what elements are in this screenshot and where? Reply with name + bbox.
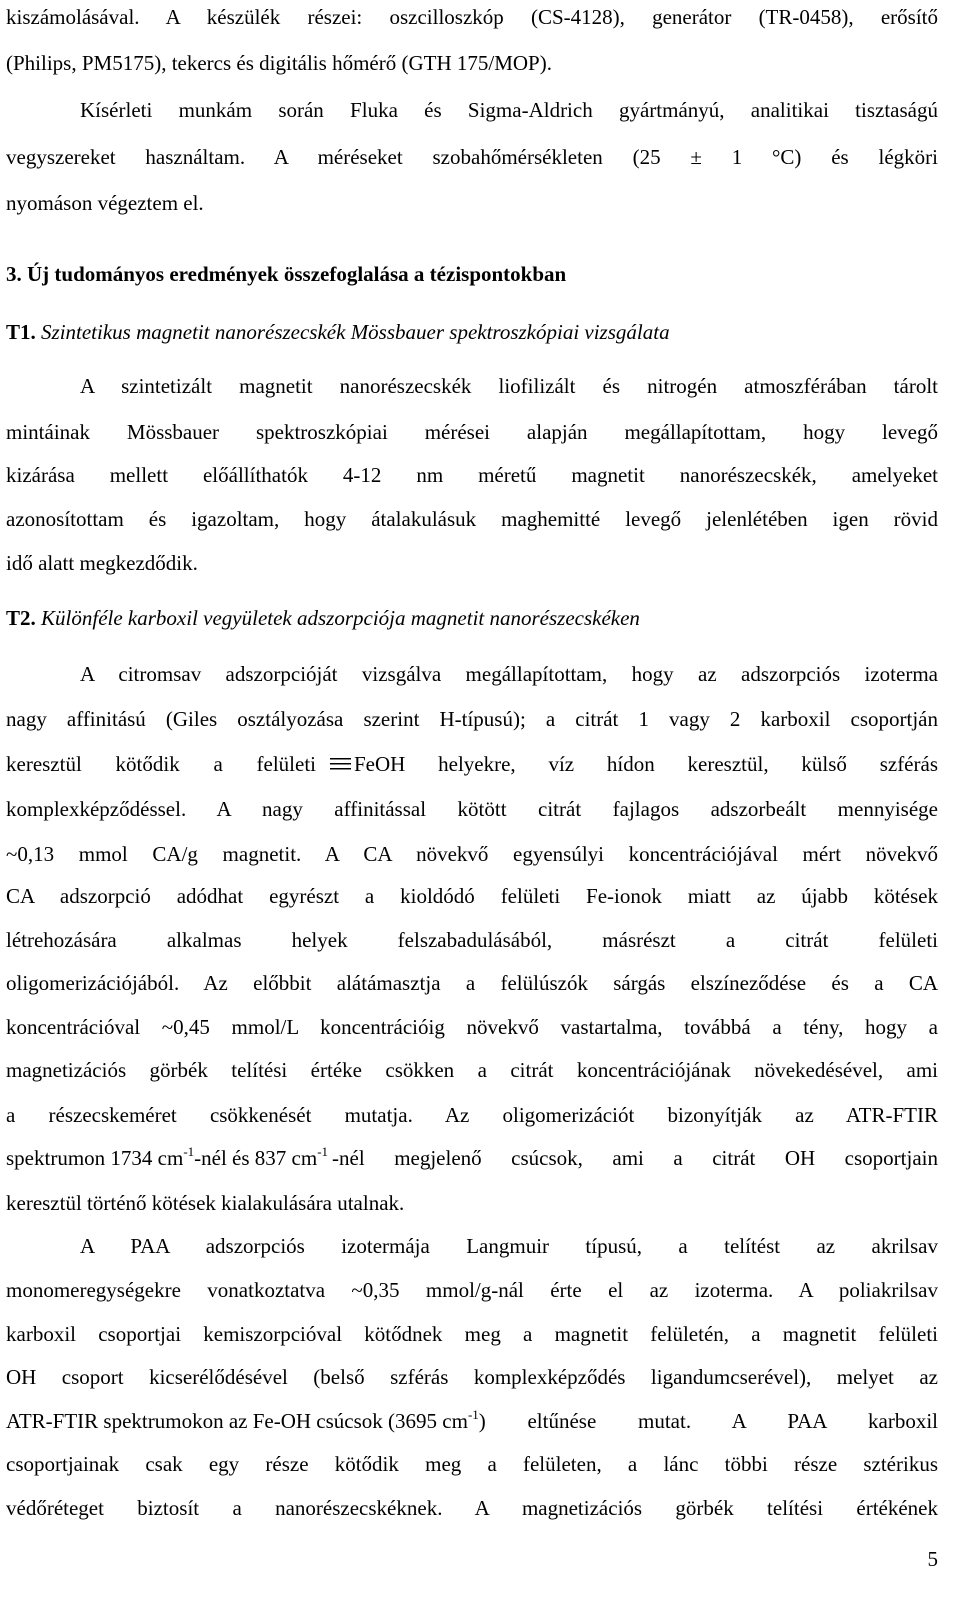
t2-p2-line-2: monomeregységekre vonatkoztatva ~0,35 mmol/g-nál érte el az izoterma. A poliakrilsav <box>6 1278 938 1302</box>
t2-p1-line-2: nagy affinitású (Giles osztályozása szerint H-típusú); a citrát 1 vagy 2 karboxil csoportján <box>6 707 938 731</box>
triple-bond-symbol <box>330 758 351 770</box>
t2-p1-line-6: CA adszorpció adódhat egyrészt a kioldódó felületi Fe-ionok miatt az újabb kötések <box>6 884 938 908</box>
t2-p1-line-5: ~0,13 mmol CA/g magnetit. A CA növekvő egyensúlyi koncentrációjával mért növekvő <box>6 842 938 866</box>
t2-p1-line-9: koncentrációval ~0,45 mmol/L koncentrációig növekvő vastartalma, továbbá a tény, hogy a <box>6 1015 938 1039</box>
thesis-2-heading <box>6 602 938 634</box>
t2-p1-line-13: keresztül történő kötések kialakulására utalnak. <box>6 1191 405 1215</box>
t1-line-3: kizárása mellett előállíthatók 4-12 nm méretű magnetit nanorészecskék, amelyeket <box>6 463 938 487</box>
intro-line-3: Kísérleti munkám során Fluka és Sigma-Aldrich gyártmányú, analitikai tisztaságú <box>80 98 938 122</box>
t2-p1-line-12-a <box>6 1142 328 1174</box>
intro-line-2: (Philips, PM5175), tekercs és digitális hőmérő (GTH 175/MOP). <box>6 51 552 75</box>
t2-p1-line-8: oligomerizációjából. Az előbbit alátámasztja a felülúszók sárgás elszíneződése és a CA <box>6 971 938 995</box>
t2-p1-line-11: a részecskeméret csökkenését mutatja. Az oligomerizációt bizonyítják az ATR-FTIR <box>6 1103 938 1127</box>
t1-line-5: idő alatt megkezdődik. <box>6 551 198 575</box>
intro-line-5: nyomáson végeztem el. <box>6 191 204 215</box>
t2-p2-line-3: karboxil csoportjai kemiszorpcióval kötődnek meg a magnetit felületén, a magnetit felületi <box>6 1322 938 1346</box>
t2-p2-line-6: csoportjainak csak egy része kötődik meg a felületen, a lánc többi része sztérikus <box>6 1452 938 1476</box>
t1-line-1: A szintetizált magnetit nanorészecskék liofilizált és nitrogén atmoszférában tárolt <box>80 374 938 398</box>
thesis-2-title: Különféle karboxil vegyületek adszorpciója magnetit nanorészecskéken <box>41 606 640 630</box>
t2-p1-line-1: A citromsav adszorpcióját vizsgálva megállapítottam, hogy az adszorpciós izoterma <box>80 662 938 686</box>
t2-p1-line-3-b-wrap <box>330 748 938 780</box>
intro-line-4: vegyszereket használtam. A méréseket szobahőmérsékleten (25 ± 1 °C) és légköri <box>6 145 938 169</box>
t2-p2-line-7: védőréteget biztosít a nanorészecskéknek. A magnetizációs görbék telítési értékének <box>6 1496 938 1520</box>
t2-p2-line-5 <box>6 1405 938 1437</box>
superscript: -1 <box>317 1144 329 1159</box>
section-heading: 3. Új tudományos eredmények összefoglalása a tézispontokban <box>6 262 567 286</box>
superscript: -1 <box>467 1407 479 1422</box>
t1-line-2: mintáinak Mössbauer spektroszkópiai mérései alapján megállapítottam, hogy levegő <box>6 420 938 444</box>
t2-p2-line-5-a <box>6 1405 479 1437</box>
superscript: -1 <box>183 1144 195 1159</box>
t1-line-4: azonosítottam és igazoltam, hogy átalakulásuk maghemitté levegő jelenlétében igen rövid <box>6 507 938 531</box>
thesis-1-heading <box>6 316 938 348</box>
t2-p2-line-4: OH csoport kicserélődésével (belső szférás komplexképződés ligandumcserével), melyet az <box>6 1365 938 1389</box>
fe-oh-peak-text: ATR-FTIR spektrumokon az Fe-OH csúcsok (3695 cm <box>6 1409 468 1433</box>
t2-p1-line-12 <box>6 1142 938 1174</box>
t2-p1-line-7: létrehozására alkalmas helyek felszabadulásából, másrészt a citrát felületi <box>6 928 938 952</box>
page-number: 5 <box>927 1547 938 1571</box>
thesis-1-label: T1. <box>6 320 36 344</box>
wavenumber-837: -nél és 837 cm <box>194 1146 318 1170</box>
t2-p1-line-3-a: keresztül kötődik a felületi <box>6 752 316 776</box>
thesis-1-title: Szintetikus magnetit nanorészecskék Mössbauer spektroszkópiai vizsgálata <box>41 320 670 344</box>
t2-p1-line-4: komplexképződéssel. A nagy affinitással kötött citrát fajlagos adszorbeált mennyisége <box>6 797 938 821</box>
t2-p1-line-3 <box>6 748 938 780</box>
intro-line-1: kiszámolásával. A készülék részei: oszcilloszkóp (CS-4128), generátor (TR-0458), erősítő <box>6 5 938 29</box>
t2-p1-line-3-b: FeOH helyekre, víz hídon keresztül, külső szférás <box>354 752 938 776</box>
t2-p2-line-5-b: ) eltűnése mutat. A PAA karboxil <box>478 1409 938 1433</box>
t2-p1-line-10: magnetizációs görbék telítési értéke csökken a citrát koncentrációjának növekedésével, ami <box>6 1058 938 1082</box>
thesis-2-label: T2. <box>6 606 36 630</box>
wavenumber-1734: spektrumon 1734 cm <box>6 1146 184 1170</box>
t2-p2-line-1: A PAA adszorpciós izotermája Langmuir típusú, a telítést az akrilsav <box>80 1234 938 1258</box>
t2-p1-line-12-c: -nél megjelenő csúcsok, ami a citrát OH csoportjain <box>332 1146 938 1170</box>
